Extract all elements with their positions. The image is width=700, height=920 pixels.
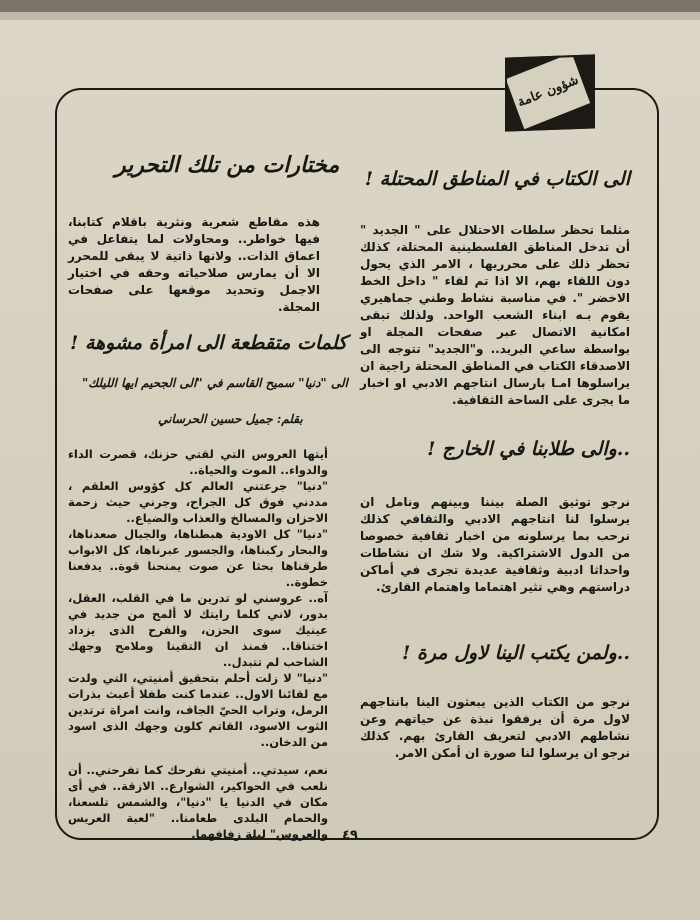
left-intro-text: هذه مقاطع شعرية ونثرية باقلام كتابنا، فيها خواطر.. ومحاولات لما يتفاعل في اعماق الذات.. ولانها ذاتية لا يبقى للمحرر الا أن يمارس صلاحياته وحقه في اختيار الاجمل وتحديد موقعها على صفحات المجلة. — [68, 215, 320, 314]
article1-text: مثلما تحظر سلطات الاحتلال على " الجديد " أن تدخل المناطق الفلسطينية المحتلة، كذلك تحظر ذلك على محرريها ، الامر الذي يحول دون اللقاء بهم، الا اذا تم لقاء " داخل الخط الاخضر ". في مناسبة نشاط وطني جماهيري يقوم بـه ابناء الشعب الواحد. ولذلك تبقى امكانية الاتصال عبر صفحات المجلة او بواسطة ساعي البريد.. و"الجديد" تتوجه الى الاصدقاء الكتاب في المناطق المحتلة راجية ان يراسلوها امـا بارسال انتاجهم الادبي او اخبار ما يجرى على الساحة الثقافية. — [360, 223, 630, 407]
poem-body — [68, 446, 328, 842]
left-section-title: مختارات من تلك التحرير — [115, 152, 340, 178]
article2-text: نرجو توثيق الصلة بيننا وبينهم ونامل ان يرسلوا لنا انتاجهم الادبي والثقافي كذلك نرحب بما يرسلونه من اخبار ثقافية خصوصا من الدول الاشتراكية. ولا شك ان نشاطات واحداثا ادبية وثقافية عديدة تجرى في أماكن دراستهم وهي تثير اهتماما واهتمام القارئ. — [360, 495, 630, 594]
article1-title: الى الكتاب في المناطق المحتلة ! — [364, 168, 630, 190]
poem-paragraph: نعم، سيدتي.. أمنيتي نفرحك كما تفرحني.. أن نلعب في الحواكير، الشوارع.. الازقة.. في أى مكان في الدنيا يا "دنيا"، والشمس تلسعنا، والحمام البلدى طعامنا.. "لعبة العريس والعروس" ليلة زفافهما. — [68, 763, 328, 841]
section-tag-inner — [506, 54, 590, 129]
article2-title: ..والى طلابنا في الخارج ! — [427, 438, 630, 460]
article3-text: نرجو من الكتاب الذين يبعثون الينا بانتاجهم لاول مرة أن يرفقوا نبذة عن حياتهم وعن نشاطهم الادبي لتعريف القارئ بهم. كذلك نرجو ان يرسلوا لنا صورة ان أمكن الامر. — [360, 695, 630, 760]
article3-title: ..ولمن يكتب الينا لاول مرة ! — [402, 642, 630, 664]
article1-body — [360, 222, 630, 409]
article3-body — [360, 694, 630, 762]
paragraph-gap — [68, 750, 328, 762]
poem-author: بقلم: جميل حسين الحرساني — [158, 412, 303, 426]
page-number: ٤٩ — [342, 828, 358, 843]
page-top-shadow — [0, 12, 700, 20]
poem-paragraph: آه.. عروسني لو تدرين ما في القلب، العقل، بدور، لاني كلما رايتك لا ألمح من جديد في عينيك سوى الحزن، والفرح الذى يزداد اختناقا.. فمنذ ان التقينا وملامح وجهك الشاحب لم تتبدل.. — [68, 591, 328, 669]
poem-title: كلمات متقطعة الى امرأة مشوهة ! — [70, 332, 348, 354]
left-intro — [68, 214, 320, 316]
poem-paragraph: "دنيا" لا زلت أحلم بتحقيق أمنيتي، التي ولدت مع لقائنا الاول.. عندما كنت طفلا أعبث بذرات الرمل، وتراب الحيّ الجاف، وانت امراة ترتدين الثوب الاسود، القاتم كلون وجهك الذى اسود من الدخان.. — [68, 671, 328, 749]
poem-paragraph: أيتها العروس التي لقتي حزنك، قصرت الداء والدواء.. الموت والحياة.. — [68, 447, 328, 477]
poem-subtitle: الى "دنيا" سميح القاسم في "الى الجحيم ايها الليلك" — [82, 376, 348, 390]
section-tag-box — [505, 54, 595, 131]
poem-paragraph: "دنيا" كل الاودية هبطناها، والجبال صعدناها، والبحار ركبناها، والجسور عبرناها، كل الابواب طرقناها بحثا عن صوت يمنحنا قوة.. يدفعنا خطوة.. — [68, 527, 328, 589]
poem-paragraph: "دنيا" جرعتني العالم كل كؤوس العلقم ، مددني فوق كل الجراح، وجرني حيث زحمة الاحزان والمسالخ والعذاب والضياع.. — [68, 479, 328, 525]
page-top-edge — [0, 0, 700, 12]
article2-body — [360, 494, 630, 596]
section-tag-text: شؤون عامة — [515, 72, 581, 110]
